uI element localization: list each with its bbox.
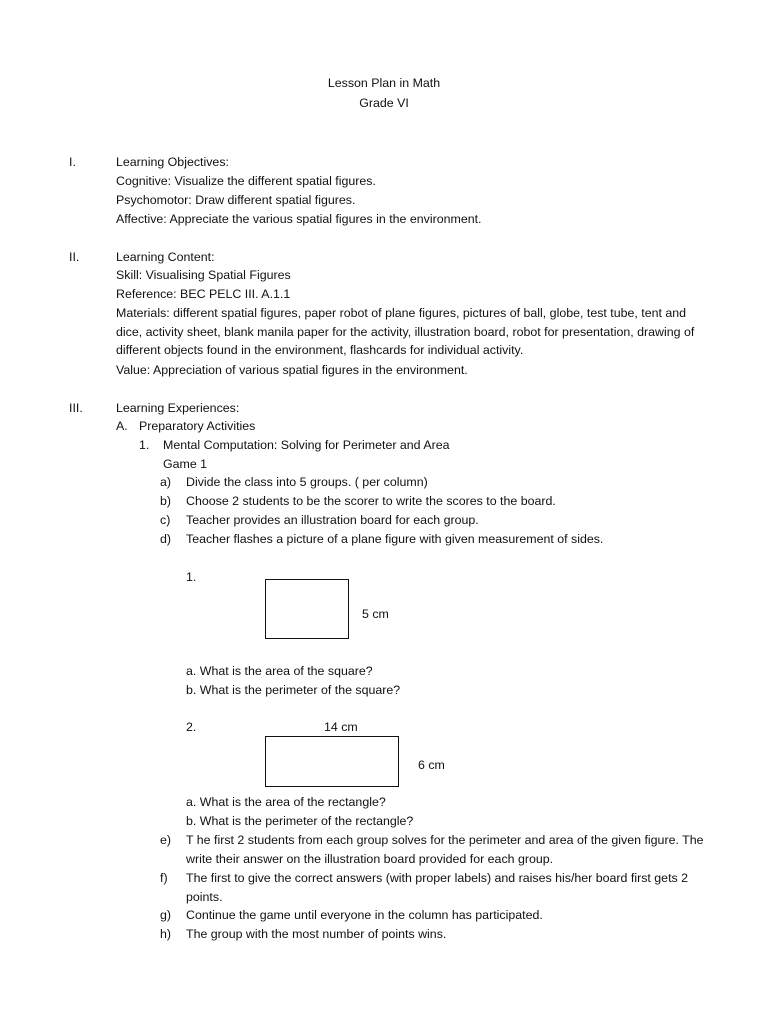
step-text: Choose 2 students to be the scorer to write the scores to the board.: [186, 494, 556, 508]
square-shape: [265, 579, 349, 639]
question-area: a. What is the area of the square?: [186, 664, 373, 678]
objective-psychomotor: Psychomotor: Draw different spatial figures.: [116, 193, 356, 207]
content-materials: Materials: different spatial figures, paper robot of plane figures, pictures of ball, globe, test tube, tent and dice, activity sheet, blank manila paper for the activity, illustration board, robot for presentation, drawing of different objects found in the environment, flashcards for individual activity.: [116, 306, 695, 357]
content-skill: Skill: Visualising Spatial Figures: [116, 268, 291, 282]
content-reference: Reference: BEC PELC III. A.1.1: [116, 287, 291, 301]
item-title: Mental Computation: Solving for Perimeter and Area: [163, 438, 450, 452]
question-area: a. What is the area of the rectangle?: [186, 795, 386, 809]
question-perimeter: b. What is the perimeter of the square?: [186, 683, 401, 697]
step-text: The group with the most number of points wins.: [186, 927, 447, 941]
step-label: g): [160, 908, 172, 922]
width-label: 6 cm: [418, 758, 445, 772]
step-label: h): [160, 927, 172, 941]
content-value: Value: Appreciation of various spatial figures in the environment.: [116, 363, 468, 377]
figure-number: 2.: [186, 720, 197, 734]
step-label: c): [160, 513, 171, 527]
step-label: a): [160, 475, 172, 489]
length-label: 14 cm: [324, 720, 358, 734]
section-heading: Learning Objectives:: [116, 155, 229, 169]
subsection-label: A.: [116, 419, 128, 433]
section-number: I.: [69, 155, 76, 169]
step-text: Divide the class into 5 groups. ( per column): [186, 475, 428, 489]
step-text: T he first 2 students from each group solves for the perimeter and area of the given figure. The write their answer on the illustration board provided for each group.: [186, 833, 704, 866]
document-header: [0, 74, 768, 114]
step-label: b): [160, 494, 172, 508]
step-label: d): [160, 532, 172, 546]
document-title: Lesson Plan in Math: [327, 76, 441, 90]
rectangle-shape: [265, 736, 399, 787]
step-text: Continue the game until everyone in the column has participated.: [186, 908, 543, 922]
item-number: 1.: [139, 438, 150, 452]
step-text: Teacher provides an illustration board for each group.: [186, 513, 479, 527]
step-text: The first to give the correct answers (with proper labels) and raises his/her board first gets 2 points.: [186, 871, 689, 904]
section-heading: Learning Content:: [116, 250, 215, 264]
side-length-label: 5 cm: [362, 607, 389, 621]
section-number: II.: [69, 250, 80, 264]
step-text: Teacher flashes a picture of a plane figure with given measurement of sides.: [186, 532, 604, 546]
game-label: Game 1: [163, 457, 208, 471]
section-number: III.: [69, 401, 83, 415]
document-subtitle: Grade VI: [359, 96, 409, 110]
subsection-title: Preparatory Activities: [139, 419, 256, 433]
objective-affective: Affective: Appreciate the various spatial figures in the environment.: [116, 212, 482, 226]
objective-cognitive: Cognitive: Visualize the different spatial figures.: [116, 174, 376, 188]
step-label: f): [160, 871, 168, 885]
section-heading: Learning Experiences:: [116, 401, 240, 415]
step-label: e): [160, 833, 172, 847]
figure-number: 1.: [186, 570, 197, 584]
question-perimeter: b. What is the perimeter of the rectangle?: [186, 814, 414, 828]
